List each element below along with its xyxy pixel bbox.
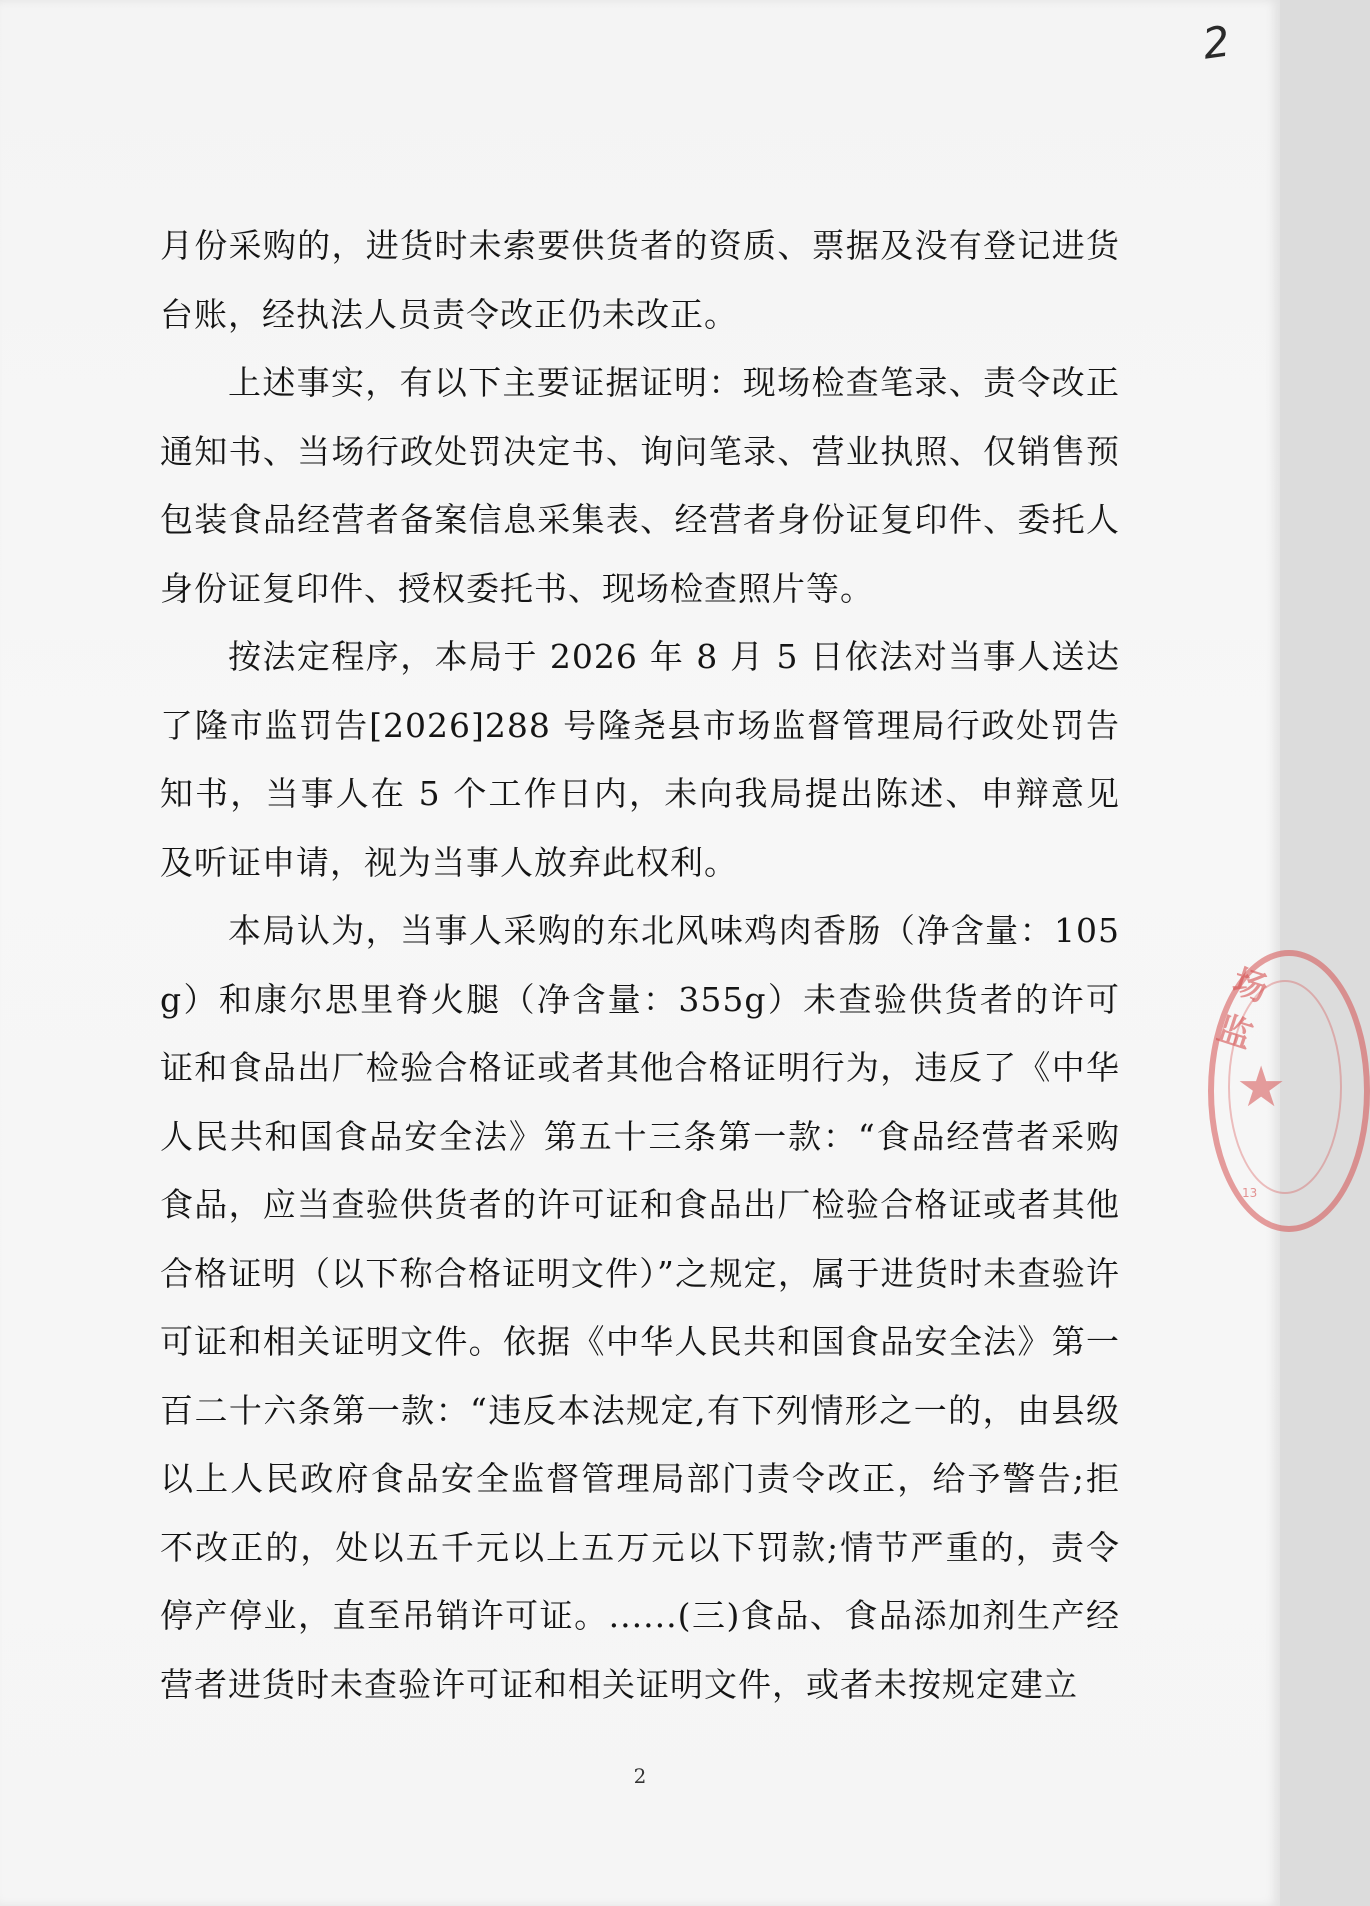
paragraph-continuation: 月份采购的，进货时未索要供货者的资质、票据及没有登记进货台账，经执法人员责令改正仍未改正。 — [160, 226, 1120, 334]
document-body — [160, 212, 1120, 1719]
seal-star-icon: ★ — [1236, 1055, 1287, 1120]
paragraph-evidence: 上述事实，有以下主要证据证明：现场检查笔录、责令改正通知书、当场行政处罚决定书、询问笔录、营业执照、仅销售预包装食品经营者备案信息采集表、经营者身份证复印件、委托人身份证复印件、授权委托书、现场检查照片等。 — [160, 363, 1120, 608]
paragraph-procedure: 按法定程序，本局于 2026 年 8 月 5 日依法对当事人送达了隆市监罚告[2026]288 号隆尧县市场监督管理局行政处罚告知书，当事人在 5 个工作日内，未向我局提出陈述、申辩意见及听证申请，视为当事人放弃此权利。 — [160, 637, 1120, 882]
official-seal-text: 场监 — [1212, 961, 1273, 1057]
page-number: 2 — [633, 1764, 647, 1788]
handwritten-page-mark: 2 — [1199, 16, 1234, 69]
paragraph-determination: 本局认为，当事人采购的东北风味鸡肉香肠（净含量：105g）和康尔思里脊火腿（净含量：355g）未查验供货者的许可证和食品出厂检验合格证或者其他合格证明行为，违反了《中华人民共和国食品安全法》第五十三条第一款：“食品经营者采购食品，应当查验供货者的许可证和食品出厂检验合格证或者其他合格证明（以下称合格证明文件）”之规定，属于进货时未查验许可证和相关证明文件。依据《中华人民共和国食品安全法》第一百二十六条第一款：“违反本法规定,有下列情形之一的，由县级以上人民政府食品安全监督管理局部门责令改正，给予警告;拒不改正的，处以五千元以上五万元以下罚款;情节严重的，责令停产停业，直至吊销许可证。......(三)食品、食品添加剂生产经营者进货时未查验许可证和相关证明文件，或者未按规定建立 — [160, 911, 1121, 1704]
official-seal-number: 13 — [1242, 1186, 1258, 1200]
